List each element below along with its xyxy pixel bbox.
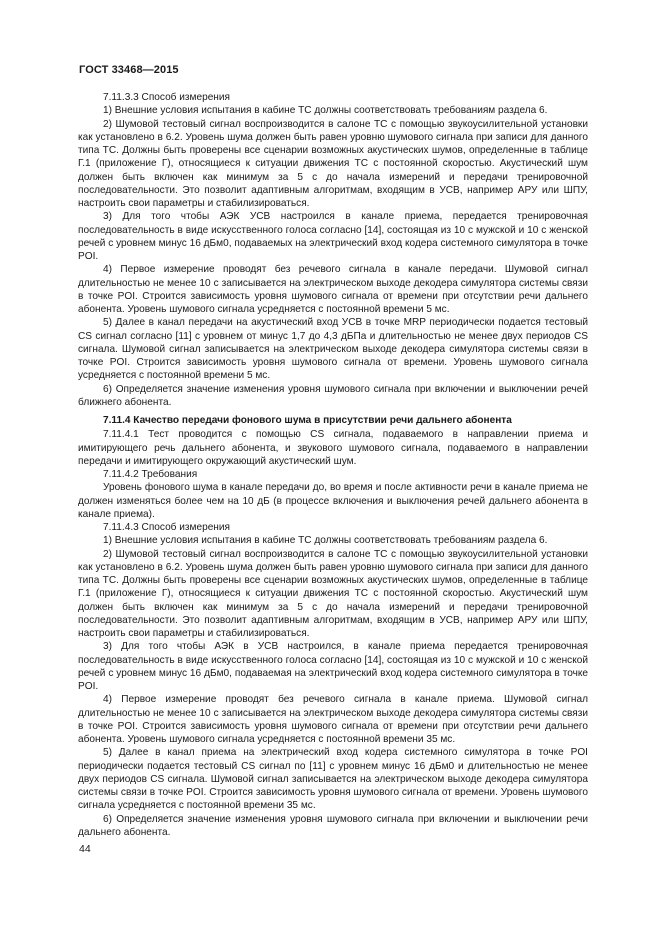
paragraph: 1) Внешние условия испытания в кабине ТС должны соответствовать требованиям раздела 6. bbox=[103, 535, 548, 547]
paragraph: 5) Далее в канал передачи на акустический вход УСВ в точке MRP периодически подается тестовый CS сигнал согласно [11] с уровнем от минус 1,7 до 4,3 дБПа и длительностью не менее двух периодов CS сигнала. Шумовой сигнал записывается на электрическом выходе декодера симулятора системы связи в точке POI. Строится зависимость уровня шумового сигнала от времени. Уровень шумового сигнала усредняется с постоянной времени 5 мс. bbox=[78, 317, 588, 382]
page-number: 44 bbox=[79, 843, 91, 855]
section-heading-7-11-4: 7.11.4 Качество передачи фонового шума в присутствии речи дальнего абонента bbox=[103, 415, 512, 426]
paragraph: 6) Определяется значение изменения уровня шумового сигнала при включении и выключении речи дальнего абонента. bbox=[78, 813, 588, 838]
paragraph: 2) Шумовой тестовый сигнал воспроизводится в салоне ТС с помощью звукоусилительной установки как установлено в 6.2. Уровень шума должен быть равен уровню шумового сигнала при записи для данного типа ТС. Должны быть проверены все сценарии возможных акустических шумов, определенные в таблице Г.1 (приложение Г), относящиеся к ситуации движения ТС с постоянной скоростью. Акустический шум должен быть включен как минимум за 5 с до начала измерений и передачи тренировочной последовательности. Это позволит адаптивным алгоритмам, входящим в УСВ, например АРУ или ШПУ, настроить свои параметры и стабилизироваться. bbox=[78, 548, 588, 639]
paragraph: 3) Для того чтобы АЭК УСВ настроился в канале приема, передается тренировочная последовательность в виде искусственного голоса согласно [14], состоящая из 10 с мужской и 10 с женской речей с уровнем минус 16 дБм0, подаваемых на электрический вход кодера системного симулятора в точке POI. bbox=[78, 211, 588, 262]
paragraph: 1) Внешние условия испытания в кабине ТС должны соответствовать требованиям раздела 6. bbox=[103, 105, 548, 117]
paragraph: 4) Первое измерение проводят без речевого сигнала в канале передачи. Шумовой сигнал длительностью не менее 10 с записывается на электрическом выходе декодера симулятора системы связи в точке POI. Строится зависимость уровня шумового сигнала от времени при отсутствии речи дальнего абонента. Уровень шумового сигнала усредняется с постоянной времени 5 мс. bbox=[78, 264, 588, 315]
document-body bbox=[78, 91, 588, 839]
paragraph: 3) Для того чтобы АЭК в УСВ настроился, в канале приема передается тренировочная последовательность в виде искусственного голоса согласно [14], состоящая из 10 с мужской и 10 с женской речей с уровнем минус 16 дБм0, подаваемая на электрический вход кодера системного симулятора в точке POI. bbox=[78, 641, 588, 692]
subsection-heading-requirements: 7.11.4.2 Требования bbox=[103, 469, 198, 480]
paragraph: 5) Далее в канал приема на электрический вход кодера системного симулятора в точке POI периодически подается тестовый CS сигнал по [11] с уровнем минус 16 дБм0 и длительностью не менее двух периодов CS сигнала. Шумовой сигнал записывается на электрическом выходе декодера симулятора системы связи в точке POI. Строится зависимость уровня шумового сигнала от времени. Уровень шумового сигнала усредняется с постоянной времени 35 мс. bbox=[78, 747, 588, 812]
paragraph: 4) Первое измерение проводят без речевого сигнала в канале приема. Шумовой сигнал длительностью не менее 10 с записывается на электрическом выходе декодера симулятора системы связи в точке POI. Строится зависимость уровня шумового сигнала от времени при отсутствии речи дальнего абонента. Уровень шумового сигнала усредняется с постоянной времени 35 мс. bbox=[78, 694, 588, 745]
section-heading-7-11-3-3: 7.11.3.3 Способ измерения bbox=[103, 92, 230, 103]
paragraph: Уровень фонового шума в канале передачи до, во время и после активности речи в канале приема не должен изменяться более чем на 10 дБ (в процессе включения и выключения речей дальнего абонента в канале приема). bbox=[78, 482, 588, 520]
subsection-heading-method: 7.11.4.3 Способ измерения bbox=[103, 522, 230, 533]
paragraph: 7.11.4.1 Тест проводится с помощью CS сигнала, подаваемого в направлении приема и имитирующего речь дальнего абонента, и звукового шумового сигнала, подаваемого в направлении передачи и имитирующего окружающий акустический шум. bbox=[78, 429, 588, 467]
document-header: ГОСТ 33468—2015 bbox=[79, 64, 179, 76]
paragraph: 2) Шумовой тестовый сигнал воспроизводится в салоне ТС с помощью звукоусилительной установки как установлено в 6.2. Уровень шума должен быть равен уровню шумового сигнала при записи для данного типа ТС. Должны быть проверены все сценарии возможных акустических шумов, определенные в таблице Г.1 (приложение Г), относящиеся к ситуации движения ТС с постоянной скоростью. Акустический шум должен быть включен как минимум за 5 с до начала измерений и передачи тренировочной последовательности. Это позволит адаптивным алгоритмам, входящим в УСВ, например АРУ или ШПУ, настроить свои параметры и стабилизироваться. bbox=[78, 118, 588, 209]
paragraph: 6) Определяется значение изменения уровня шумового сигнала при включении и выключении речей ближнего абонента. bbox=[78, 383, 588, 408]
